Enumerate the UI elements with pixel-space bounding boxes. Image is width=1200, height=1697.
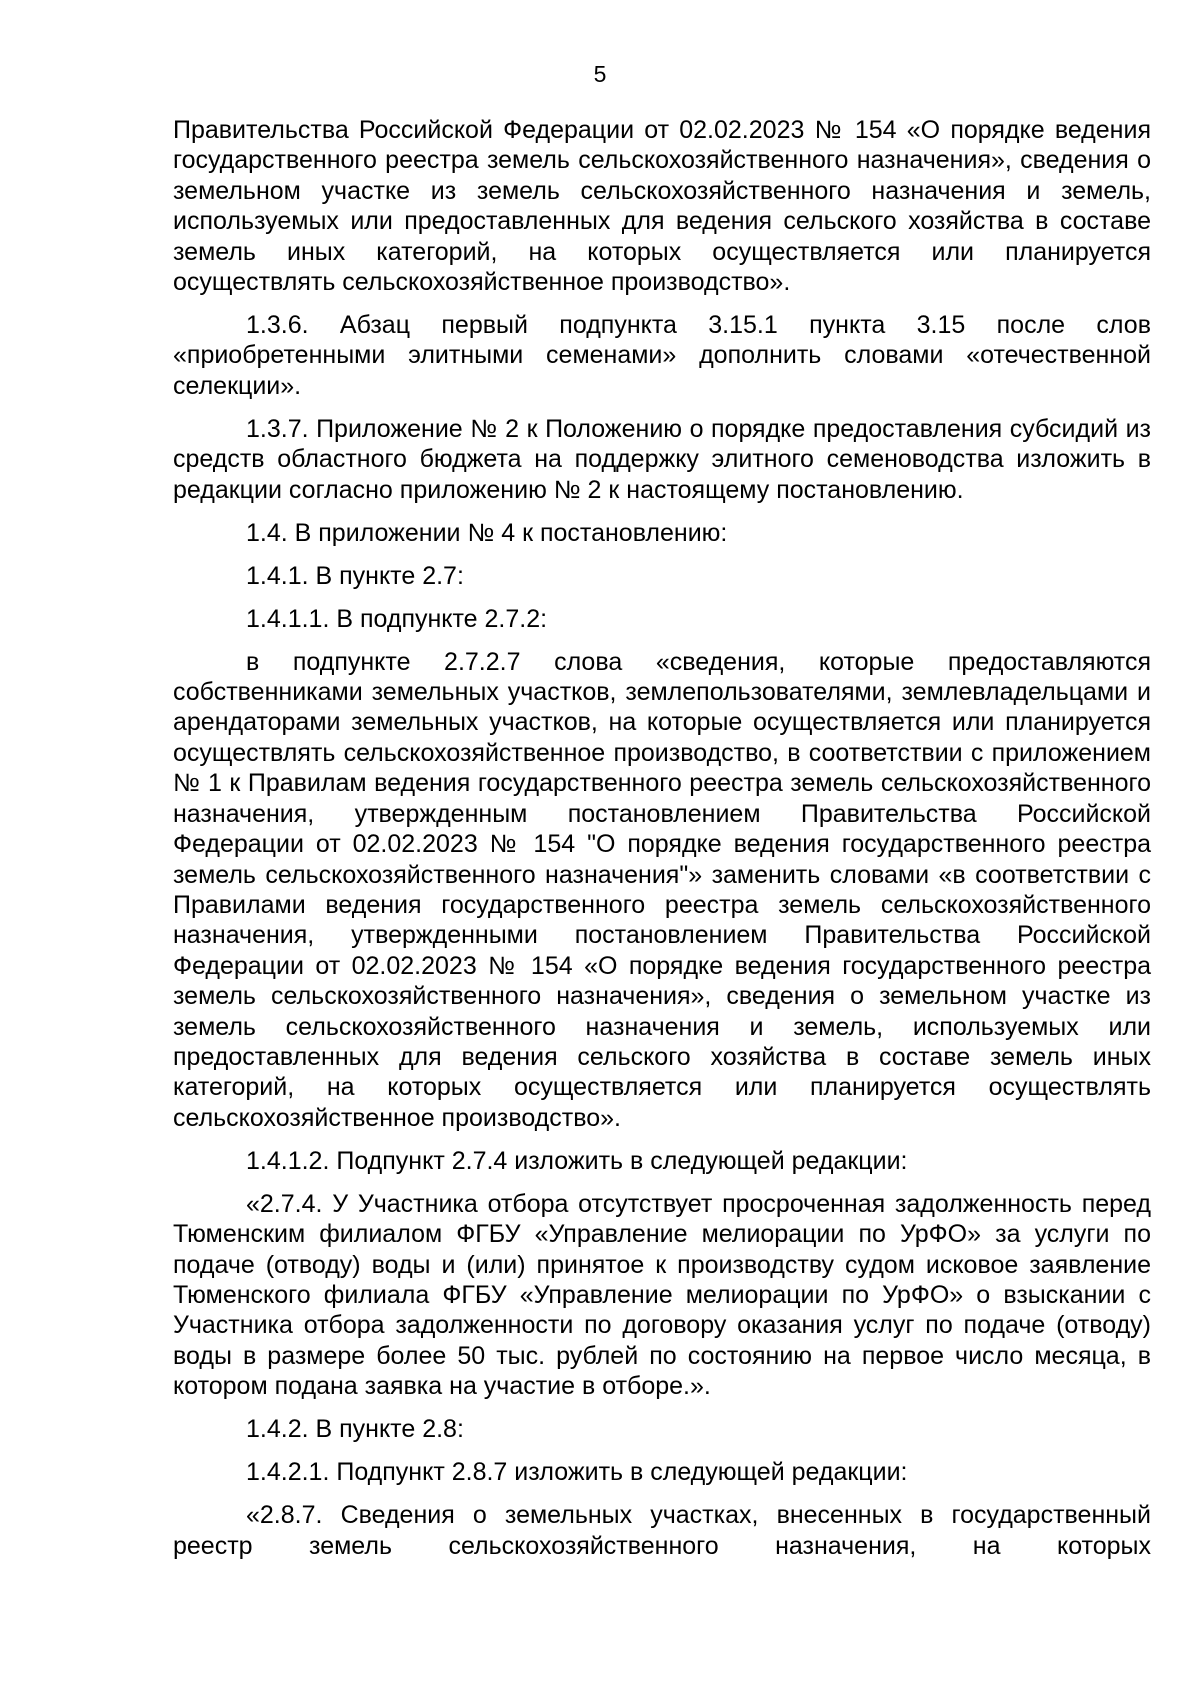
paragraph-1-4: 1.4. В приложении № 4 к постановлению: xyxy=(246,518,728,547)
paragraph-continuation: Правительства Российской Федерации от 02.02.2023 № 154 «О порядке ведения государственного реестра земель сельскохозяйственного назначения», сведения о земельном участке из земель сельскохозяйственного назначения и земель, используемых или предоставленных для ведения сельского хозяйства в составе земель иных категорий, на которых осуществляется или планируется осуществлять сельскохозяйственное производство». xyxy=(173,116,1151,297)
paragraph-1-3-7: 1.3.7. Приложение № 2 к Положению о порядке предоставления субсидий из средств областного бюджета на поддержку элитного семеноводства изложить в редакции согласно приложению № 2 к настоящему постановлению. xyxy=(173,414,1151,504)
paragraph-1-4-2: 1.4.2. В пункте 2.8: xyxy=(246,1415,464,1444)
paragraph-2-7-4-text: «2.7.4. У Участника отбора отсутствует просроченная задолженность перед Тюменским филиалом ФГБУ «Управление мелиорации по УрФО» за услуги по подаче (отводу) воды и (или) принятое к производству судом исковое заявление Тюменского филиала ФГБУ «Управление мелиорации по УрФО» о взыскании с Участника отбора задолженности по договору оказания услуг по подаче (отводу) воды в размере более 50 тыс. рублей по состоянию на первое число месяца, в котором подана заявка на участие в отборе.». xyxy=(173,1189,1151,1401)
paragraph-1-4-1-2: 1.4.1.2. Подпункт 2.7.4 изложить в следующей редакции: xyxy=(246,1146,908,1175)
document-body xyxy=(173,115,1151,1561)
paragraph-1-4-1-1: 1.4.1.1. В подпункте 2.7.2: xyxy=(246,604,548,633)
paragraph-1-3-6: 1.3.6. Абзац первый подпункта 3.15.1 пункта 3.15 после слов «приобретенными элитными семенами» дополнить словами «отечественной селекции». xyxy=(173,311,1151,400)
paragraph-2-7-2-7-amendment: в подпункте 2.7.2.7 слова «сведения, которые предоставляются собственниками земельных участков, землепользователями, землевладельцами и арендаторами земельных участков, на которые осуществляется или планируется осуществлять сельскохозяйственное производство, в соответствии с приложением № 1 к Правилам ведения государственного реестра земель сельскохозяйственного назначения, утвержденным постановлением Правительства Российской Федерации от 02.02.2023 № 154 "О порядке ведения государственного реестра земель сельскохозяйственного назначения"» заменить словами «в соответствии с Правилами ведения государственного реестра земель сельскохозяйственного назначения, утвержденными постановлением Правительства Российской Федерации от 02.02.2023 № 154 «О порядке ведения государственного реестра земель сельскохозяйственного назначения», сведения о земельном участке из земель сельскохозяйственного назначения и земель, используемых или предоставленных для ведения сельского хозяйства в составе земель иных категорий, на которых осуществляется или планируется осуществлять сельскохозяйственное производство». xyxy=(173,647,1151,1132)
paragraph-1-4-1: 1.4.1. В пункте 2.7: xyxy=(246,561,464,590)
paragraph-2-8-7-text: «2.8.7. Сведения о земельных участках, внесенных в государственный реестр земель сельскохозяйственного назначения, на которых xyxy=(173,1501,1151,1560)
paragraph-1-4-2-1: 1.4.2.1. Подпункт 2.8.7 изложить в следующей редакции: xyxy=(246,1458,908,1487)
page-number: 5 xyxy=(593,61,607,87)
